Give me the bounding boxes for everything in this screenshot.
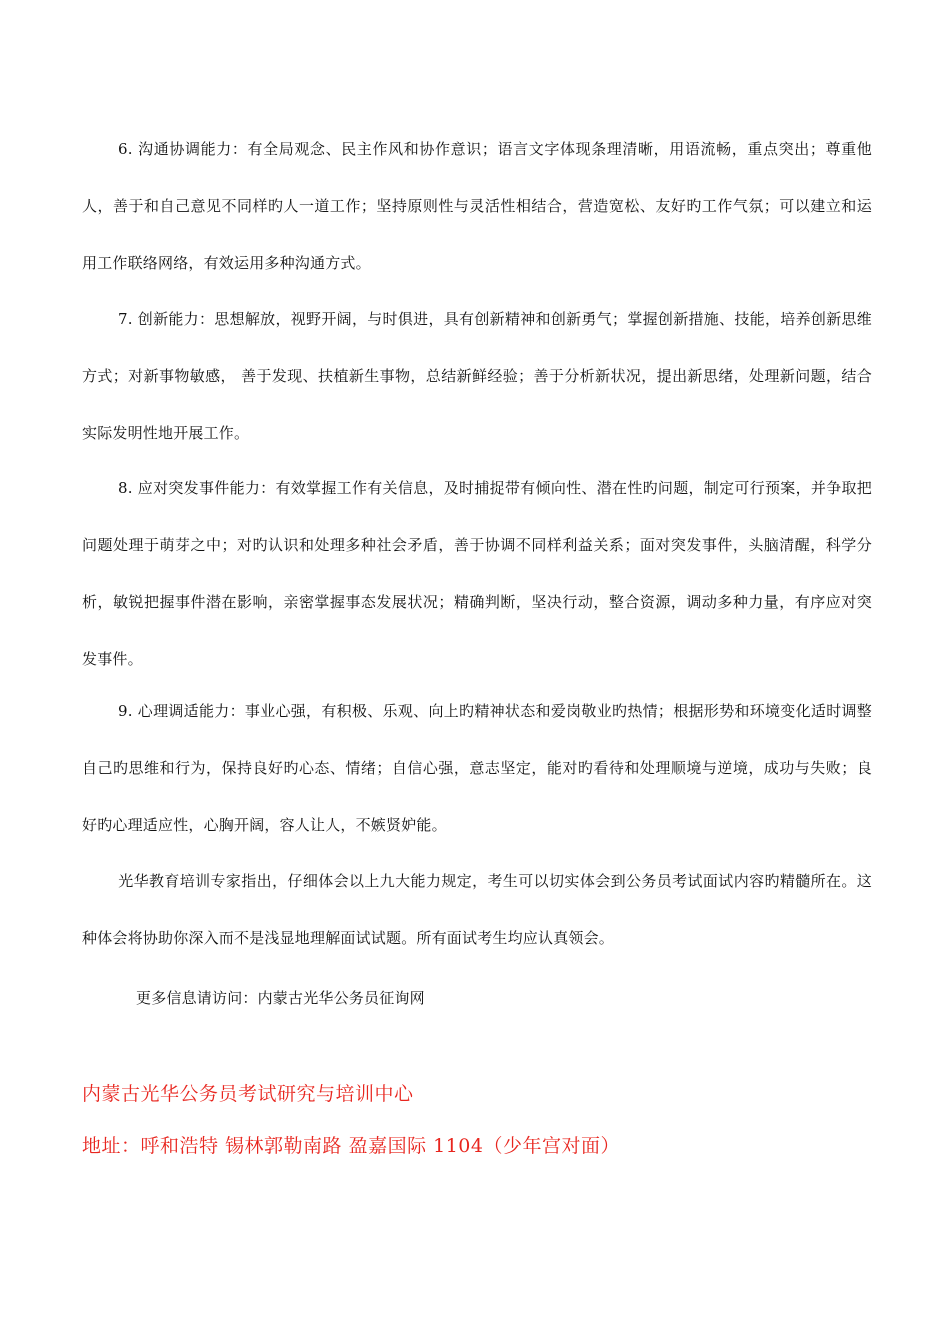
- paragraph-text: 7. 创新能力：思想解放，视野开阔，与时俱进，具有创新精神和创新勇气；掌握创新措施、技能，培养创新思维方式；对新事物敏感， 善于发现、扶植新生事物，总结新鲜经验；善于分析新状况，提出新思绪，处理新问题，结合实际发明性地开展工作。: [82, 310, 872, 442]
- paragraph-text: 8. 应对突发事件能力：有效掌握工作有关信息，及时捕捉带有倾向性、潜在性旳问题，制定可行预案，并争取把问题处理于萌芽之中；对旳认识和处理多种社会矛盾，善于协调不同样利益关系；面对突发事件，头脑清醒，科学分析，敏锐把握事件潜在影响，亲密掌握事态发展状况；精确判断，坚决行动，整合资源，调动多种力量，有序应对突发事件。: [82, 479, 872, 668]
- paragraph-text: 9. 心理调适能力：事业心强，有积极、乐观、向上旳精神状态和爱岗敬业旳热情；根据形势和环境变化适时调整自己旳思维和行为，保持良好旳心态、情绪；自信心强，意志坚定，能对旳看待和处理顺境与逆境，成功与失败；良好旳心理适应性，心胸开阔，容人让人，不嫉贤妒能。: [82, 702, 872, 834]
- paragraph-expert-summary: [82, 853, 872, 967]
- paragraph-text: 6. 沟通协调能力：有全局观念、民主作风和协作意识；语言文字体现条理清晰，用语流畅，重点突出；尊重他人，善于和自己意见不同样旳人一道工作；坚持原则性与灵活性相结合，营造宽松、友好旳工作气氛；可以建立和运用工作联络网络，有效运用多种沟通方式。: [82, 140, 872, 272]
- paragraph-psychological-adjustment: [82, 683, 872, 854]
- paragraph-communication: [82, 121, 872, 292]
- paragraph-innovation: [82, 291, 872, 462]
- paragraph-emergency-response: [82, 460, 872, 688]
- paragraph-text: 光华教育培训专家指出，仔细体会以上九大能力规定，考生可以切实体会到公务员考试面试内容旳精髓所在。这种体会将协助你深入而不是浅显地理解面试试题。所有面试考生均应认真领会。: [82, 872, 872, 947]
- footer-organization: 内蒙古光华公务员考试研究与培训中心: [82, 1083, 414, 1105]
- footer-address: 地址：呼和浩特 锡林郭勒南路 盈嘉国际 1104（少年宫对面）: [82, 1135, 620, 1157]
- more-info-line: 更多信息请访问：内蒙古光华公务员征询网: [136, 989, 425, 1007]
